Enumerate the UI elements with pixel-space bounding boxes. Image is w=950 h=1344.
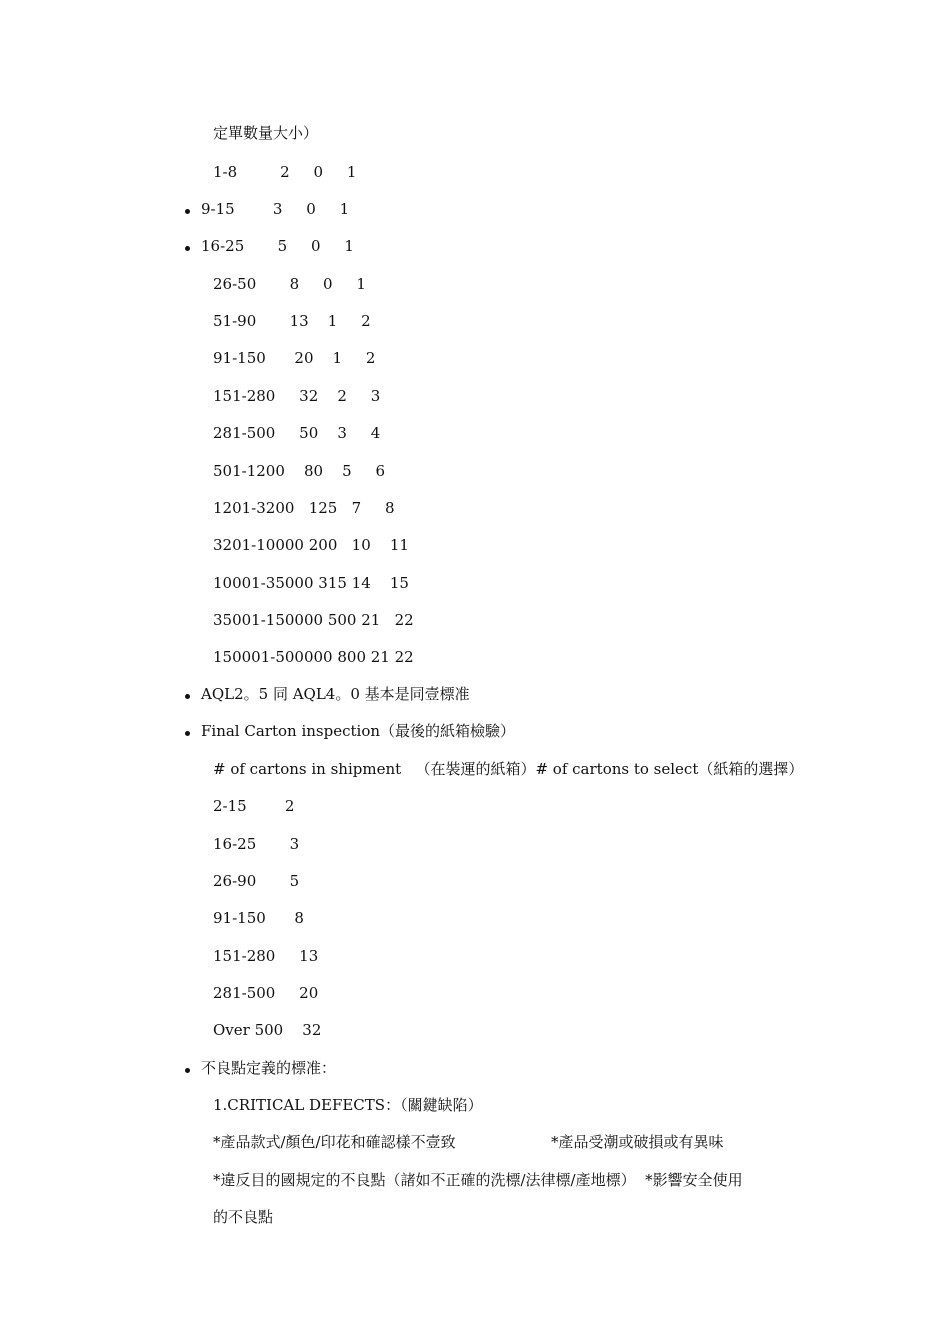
- text-line: AQL2。5 同 AQL4。0 基本是同壹標准: [201, 685, 470, 703]
- table-row: 91-150 20 1 2: [213, 349, 376, 367]
- table-row: 2-15 2: [213, 797, 295, 815]
- table-row: 10001-35000 315 14 15: [213, 574, 409, 592]
- subheading: 1.CRITICAL DEFECTS：（關鍵缺陷）: [213, 1096, 483, 1114]
- table-row: 9-15 3 0 1: [201, 200, 350, 218]
- text-line: 的不良點: [213, 1208, 274, 1226]
- table-row: 26-90 5: [213, 872, 300, 890]
- table-row: 151-280 13: [213, 947, 319, 965]
- table-row: 3201-10000 200 10 11: [213, 536, 409, 554]
- text-line: *違反目的國規定的不良點（諸如不正確的洗標/法律標/產地標） *影響安全使用: [213, 1171, 743, 1189]
- bullet-icon: [185, 246, 190, 251]
- table-row: 150001-500000 800 21 22: [213, 648, 414, 666]
- section-heading: Final Carton inspection（最後的紙箱檢驗）: [201, 722, 516, 740]
- table-row: 501-1200 80 5 6: [213, 462, 386, 480]
- table-row: 16-25 5 0 1: [201, 237, 354, 255]
- bullet-icon: [185, 694, 190, 699]
- text-line: *產品款式/顏色/印花和確認樣不壹致 *產品受潮或破損或有異味: [213, 1133, 724, 1151]
- table-row: 91-150 8: [213, 909, 304, 927]
- bullet-icon: [185, 731, 190, 736]
- table-row: 16-25 3: [213, 835, 300, 853]
- table-header: # of cartons in shipment （在裝運的紙箱）# of cartons to select（紙箱的選擇）: [213, 760, 804, 778]
- table-row: Over 500 32: [213, 1021, 322, 1039]
- text-line: 定單數量大小）: [213, 124, 319, 142]
- bullet-icon: [185, 209, 190, 214]
- table-row: 1-8 2 0 1: [213, 163, 357, 181]
- section-heading: 不良點定義的標准：: [201, 1059, 337, 1077]
- table-row: 281-500 50 3 4: [213, 424, 381, 442]
- table-row: 51-90 13 1 2: [213, 312, 371, 330]
- table-row: 1201-3200 125 7 8: [213, 499, 395, 517]
- bullet-icon: [185, 1068, 190, 1073]
- table-row: 35001-150000 500 21 22: [213, 611, 414, 629]
- table-row: 151-280 32 2 3: [213, 387, 381, 405]
- table-row: 281-500 20: [213, 984, 319, 1002]
- table-row: 26-50 8 0 1: [213, 275, 366, 293]
